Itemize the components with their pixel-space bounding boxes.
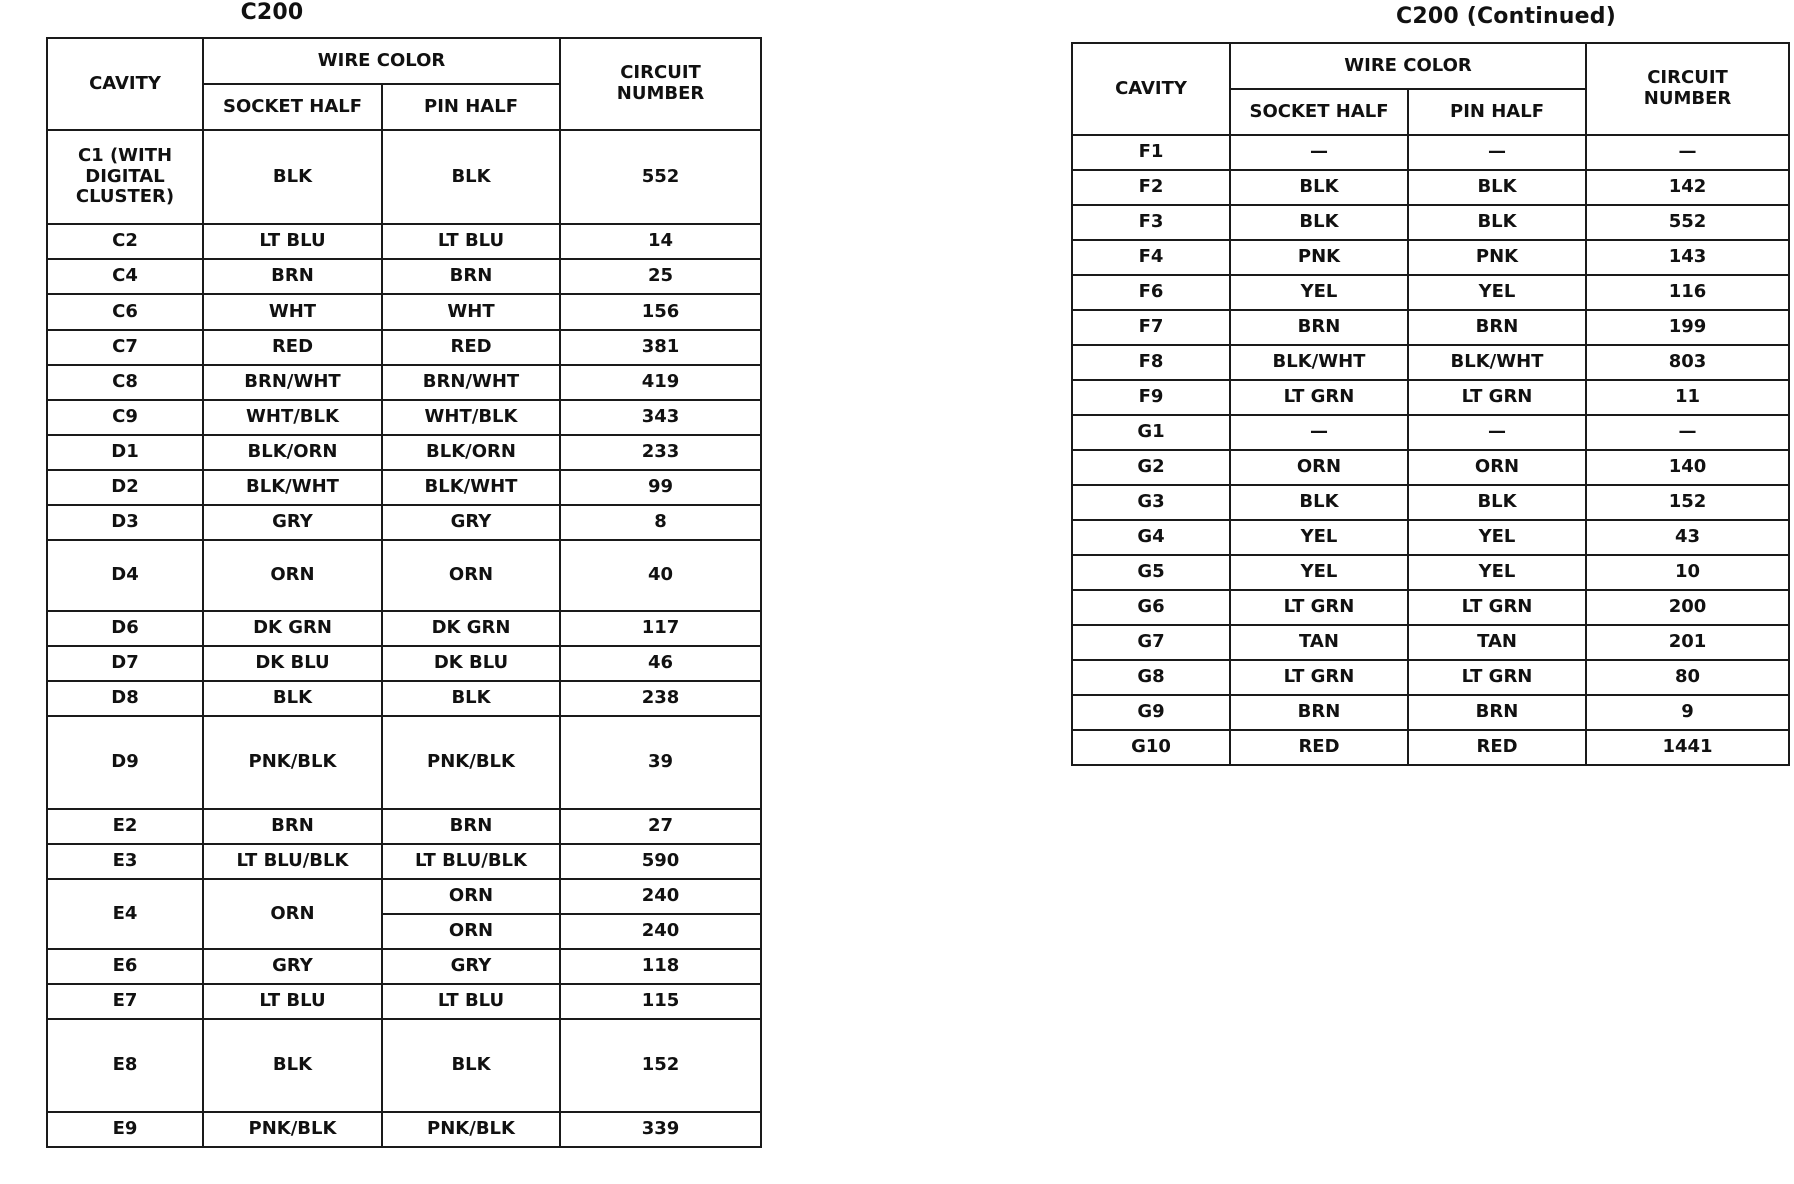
circuit-number-cell: 233: [560, 435, 761, 470]
pin-half-cell: LT BLU: [382, 984, 560, 1019]
circuit-number-cell: 8: [560, 505, 761, 540]
header-socket-half: SOCKET HALF: [1230, 89, 1408, 135]
table-row: [1072, 135, 1789, 170]
connector-table-left: [46, 37, 762, 1148]
table-row: [47, 1019, 761, 1112]
pin-half-cell: TAN: [1408, 625, 1586, 660]
circuit-number-cell: 240: [560, 879, 761, 914]
circuit-number-cell: 1441: [1586, 730, 1789, 765]
table-row: [47, 330, 761, 365]
pin-half-cell: DK BLU: [382, 646, 560, 681]
cavity-cell: G6: [1072, 590, 1230, 625]
header-pin-half: PIN HALF: [382, 84, 560, 130]
pin-half-cell: DK GRN: [382, 611, 560, 646]
header-circuit-number: CIRCUIT NUMBER: [560, 38, 761, 130]
pin-half-cell: LT BLU/BLK: [382, 844, 560, 879]
table-row: [1072, 380, 1789, 415]
table-row: [47, 365, 761, 400]
table-row: [47, 681, 761, 716]
cavity-cell: C6: [47, 294, 203, 330]
pin-half-cell: LT BLU: [382, 224, 560, 259]
header-circuit-number: CIRCUIT NUMBER: [1586, 43, 1789, 135]
cavity-cell: E9: [47, 1112, 203, 1147]
circuit-number-cell: 140: [1586, 450, 1789, 485]
socket-half-cell: BRN: [203, 259, 382, 294]
header-wire-color: WIRE COLOR: [1230, 43, 1586, 89]
circuit-number-cell: 27: [560, 809, 761, 844]
header-cavity: CAVITY: [47, 38, 203, 130]
circuit-number-cell: 43: [1586, 520, 1789, 555]
cavity-cell: G1: [1072, 415, 1230, 450]
cavity-cell: D9: [47, 716, 203, 809]
circuit-number-cell: 40: [560, 540, 761, 611]
circuit-number-cell: 590: [560, 844, 761, 879]
socket-half-cell: LT BLU: [203, 224, 382, 259]
circuit-number-cell: 9: [1586, 695, 1789, 730]
table-row: [1072, 310, 1789, 345]
cavity-cell: F2: [1072, 170, 1230, 205]
pin-half-cell: RED: [382, 330, 560, 365]
table-row: [1072, 520, 1789, 555]
pin-half-cell: ORN: [1408, 450, 1586, 485]
socket-half-cell: BLK: [1230, 485, 1408, 520]
socket-half-cell: BLK/WHT: [203, 470, 382, 505]
socket-half-cell: BLK: [203, 681, 382, 716]
table-row: [1072, 450, 1789, 485]
pin-half-cell: LT GRN: [1408, 590, 1586, 625]
socket-half-cell: BRN/WHT: [203, 365, 382, 400]
socket-half-cell: LT BLU: [203, 984, 382, 1019]
cavity-cell: F9: [1072, 380, 1230, 415]
table-row: [1072, 625, 1789, 660]
cavity-cell: D1: [47, 435, 203, 470]
circuit-number-cell: 116: [1586, 275, 1789, 310]
cavity-cell: G8: [1072, 660, 1230, 695]
socket-half-cell: LT BLU/BLK: [203, 844, 382, 879]
pin-half-cell: ORN: [382, 879, 560, 914]
circuit-number-cell: 10: [1586, 555, 1789, 590]
pin-half-cell: PNK: [1408, 240, 1586, 275]
pin-half-cell: PNK/BLK: [382, 1112, 560, 1147]
table-row: [47, 259, 761, 294]
socket-half-cell: PNK/BLK: [203, 716, 382, 809]
table-row: [1072, 240, 1789, 275]
socket-half-cell: BLK: [1230, 170, 1408, 205]
table-row: [1072, 590, 1789, 625]
pin-half-cell: BRN/WHT: [382, 365, 560, 400]
table-row: [47, 809, 761, 844]
pin-half-cell: BLK: [1408, 205, 1586, 240]
socket-half-cell: —: [1230, 135, 1408, 170]
circuit-number-cell: —: [1586, 135, 1789, 170]
table-row: [1072, 275, 1789, 310]
header-wire-color: WIRE COLOR: [203, 38, 560, 84]
table-row: [1072, 660, 1789, 695]
cavity-cell: G4: [1072, 520, 1230, 555]
circuit-number-cell: 156: [560, 294, 761, 330]
circuit-number-cell: 381: [560, 330, 761, 365]
pin-half-cell: GRY: [382, 949, 560, 984]
table-row: [47, 505, 761, 540]
table-row: [47, 435, 761, 470]
pin-half-cell: —: [1408, 415, 1586, 450]
table-row: [47, 879, 761, 914]
table-row: [1072, 415, 1789, 450]
circuit-number-cell: 11: [1586, 380, 1789, 415]
table-row: [1072, 555, 1789, 590]
socket-half-cell: YEL: [1230, 555, 1408, 590]
cavity-cell: C2: [47, 224, 203, 259]
socket-half-cell: DK GRN: [203, 611, 382, 646]
table-row: [47, 400, 761, 435]
cavity-cell: E8: [47, 1019, 203, 1112]
circuit-number-cell: 199: [1586, 310, 1789, 345]
socket-half-cell: BRN: [203, 809, 382, 844]
cavity-cell: G10: [1072, 730, 1230, 765]
table-row: [1072, 730, 1789, 765]
cavity-cell: E2: [47, 809, 203, 844]
pin-half-cell: BLK: [382, 130, 560, 224]
table-row: [1072, 170, 1789, 205]
circuit-number-cell: 115: [560, 984, 761, 1019]
table-row: [1072, 485, 1789, 520]
pin-half-cell: WHT: [382, 294, 560, 330]
circuit-number-cell: 419: [560, 365, 761, 400]
pin-half-cell: LT GRN: [1408, 660, 1586, 695]
cavity-cell: E7: [47, 984, 203, 1019]
table-row: [47, 984, 761, 1019]
cavity-cell: G5: [1072, 555, 1230, 590]
pin-half-cell: BRN: [382, 259, 560, 294]
pin-half-cell: BRN: [1408, 695, 1586, 730]
table-row: [47, 716, 761, 809]
pin-half-cell: BLK/WHT: [382, 470, 560, 505]
socket-half-cell: LT GRN: [1230, 380, 1408, 415]
socket-half-cell: BRN: [1230, 310, 1408, 345]
circuit-number-cell: 238: [560, 681, 761, 716]
socket-half-cell: GRY: [203, 505, 382, 540]
socket-half-cell: WHT/BLK: [203, 400, 382, 435]
circuit-number-cell: 14: [560, 224, 761, 259]
table-row: [47, 294, 761, 330]
circuit-number-cell: —: [1586, 415, 1789, 450]
socket-half-cell: LT GRN: [1230, 590, 1408, 625]
socket-half-cell: RED: [1230, 730, 1408, 765]
cavity-cell: E3: [47, 844, 203, 879]
socket-half-cell: GRY: [203, 949, 382, 984]
circuit-number-cell: 152: [560, 1019, 761, 1112]
cavity-cell: G3: [1072, 485, 1230, 520]
socket-half-cell: BLK: [1230, 205, 1408, 240]
pin-half-cell: GRY: [382, 505, 560, 540]
cavity-cell: G2: [1072, 450, 1230, 485]
cavity-cell: D7: [47, 646, 203, 681]
socket-half-cell: —: [1230, 415, 1408, 450]
circuit-number-cell: 552: [560, 130, 761, 224]
socket-half-cell: DK BLU: [203, 646, 382, 681]
cavity-cell: D2: [47, 470, 203, 505]
table-row: [47, 1112, 761, 1147]
pin-half-cell: BLK: [382, 681, 560, 716]
socket-half-cell: YEL: [1230, 275, 1408, 310]
right-table-title: C200 (Continued): [1395, 4, 1616, 29]
socket-half-cell: ORN: [203, 540, 382, 611]
pin-half-cell: BLK: [1408, 485, 1586, 520]
pin-half-cell: YEL: [1408, 275, 1586, 310]
circuit-number-cell: 80: [1586, 660, 1789, 695]
cavity-cell: C9: [47, 400, 203, 435]
circuit-number-cell: 240: [560, 914, 761, 949]
pin-half-cell: BLK: [382, 1019, 560, 1112]
cavity-cell: D3: [47, 505, 203, 540]
circuit-number-cell: 200: [1586, 590, 1789, 625]
pin-half-cell: PNK/BLK: [382, 716, 560, 809]
cavity-cell: F8: [1072, 345, 1230, 380]
circuit-number-cell: 152: [1586, 485, 1789, 520]
circuit-number-cell: 142: [1586, 170, 1789, 205]
socket-half-cell: YEL: [1230, 520, 1408, 555]
circuit-number-cell: 552: [1586, 205, 1789, 240]
pin-half-cell: BLK: [1408, 170, 1586, 205]
pin-half-cell: BRN: [1408, 310, 1586, 345]
table-row: [47, 224, 761, 259]
cavity-cell: C1 (WITH DIGITAL CLUSTER): [47, 130, 203, 224]
cavity-cell: D4: [47, 540, 203, 611]
socket-half-cell: PNK: [1230, 240, 1408, 275]
table-row: [47, 949, 761, 984]
table-row: [47, 130, 761, 224]
pin-half-cell: YEL: [1408, 520, 1586, 555]
cavity-cell: D6: [47, 611, 203, 646]
socket-half-cell: TAN: [1230, 625, 1408, 660]
header-socket-half: SOCKET HALF: [203, 84, 382, 130]
pin-half-cell: —: [1408, 135, 1586, 170]
circuit-number-cell: 339: [560, 1112, 761, 1147]
circuit-number-cell: 343: [560, 400, 761, 435]
left-table-title: C200: [240, 0, 304, 25]
socket-half-cell: ORN: [1230, 450, 1408, 485]
pin-half-cell: WHT/BLK: [382, 400, 560, 435]
circuit-number-cell: 143: [1586, 240, 1789, 275]
header-cavity: CAVITY: [1072, 43, 1230, 135]
header-pin-half: PIN HALF: [1408, 89, 1586, 135]
pin-half-cell: BRN: [382, 809, 560, 844]
socket-half-cell: BLK: [203, 130, 382, 224]
cavity-cell: F6: [1072, 275, 1230, 310]
cavity-cell: D8: [47, 681, 203, 716]
cavity-cell: G9: [1072, 695, 1230, 730]
circuit-number-cell: 118: [560, 949, 761, 984]
pin-half-cell: ORN: [382, 914, 560, 949]
pin-half-cell: LT GRN: [1408, 380, 1586, 415]
table-row: [1072, 345, 1789, 380]
connector-table-right: [1071, 42, 1790, 766]
circuit-number-cell: 39: [560, 716, 761, 809]
socket-half-cell: ORN: [203, 879, 382, 949]
cavity-cell: C8: [47, 365, 203, 400]
cavity-cell: C7: [47, 330, 203, 365]
table-row: [47, 540, 761, 611]
table-row: [47, 844, 761, 879]
socket-half-cell: BLK/WHT: [1230, 345, 1408, 380]
socket-half-cell: BRN: [1230, 695, 1408, 730]
table-row: [47, 646, 761, 681]
socket-half-cell: PNK/BLK: [203, 1112, 382, 1147]
pin-half-cell: BLK/WHT: [1408, 345, 1586, 380]
cavity-cell: C4: [47, 259, 203, 294]
pin-half-cell: BLK/ORN: [382, 435, 560, 470]
table-row: [1072, 205, 1789, 240]
cavity-cell: F7: [1072, 310, 1230, 345]
table-row: [47, 470, 761, 505]
socket-half-cell: LT GRN: [1230, 660, 1408, 695]
socket-half-cell: BLK/ORN: [203, 435, 382, 470]
socket-half-cell: WHT: [203, 294, 382, 330]
socket-half-cell: RED: [203, 330, 382, 365]
circuit-number-cell: 25: [560, 259, 761, 294]
pin-half-cell: RED: [1408, 730, 1586, 765]
circuit-number-cell: 201: [1586, 625, 1789, 660]
cavity-cell: F3: [1072, 205, 1230, 240]
cavity-cell: G7: [1072, 625, 1230, 660]
circuit-number-cell: 46: [560, 646, 761, 681]
circuit-number-cell: 99: [560, 470, 761, 505]
pin-half-cell: ORN: [382, 540, 560, 611]
circuit-number-cell: 803: [1586, 345, 1789, 380]
cavity-cell: F4: [1072, 240, 1230, 275]
pin-half-cell: YEL: [1408, 555, 1586, 590]
cavity-cell: F1: [1072, 135, 1230, 170]
cavity-cell: E4: [47, 879, 203, 949]
cavity-cell: E6: [47, 949, 203, 984]
table-row: [47, 611, 761, 646]
table-row: [1072, 695, 1789, 730]
circuit-number-cell: 117: [560, 611, 761, 646]
socket-half-cell: BLK: [203, 1019, 382, 1112]
